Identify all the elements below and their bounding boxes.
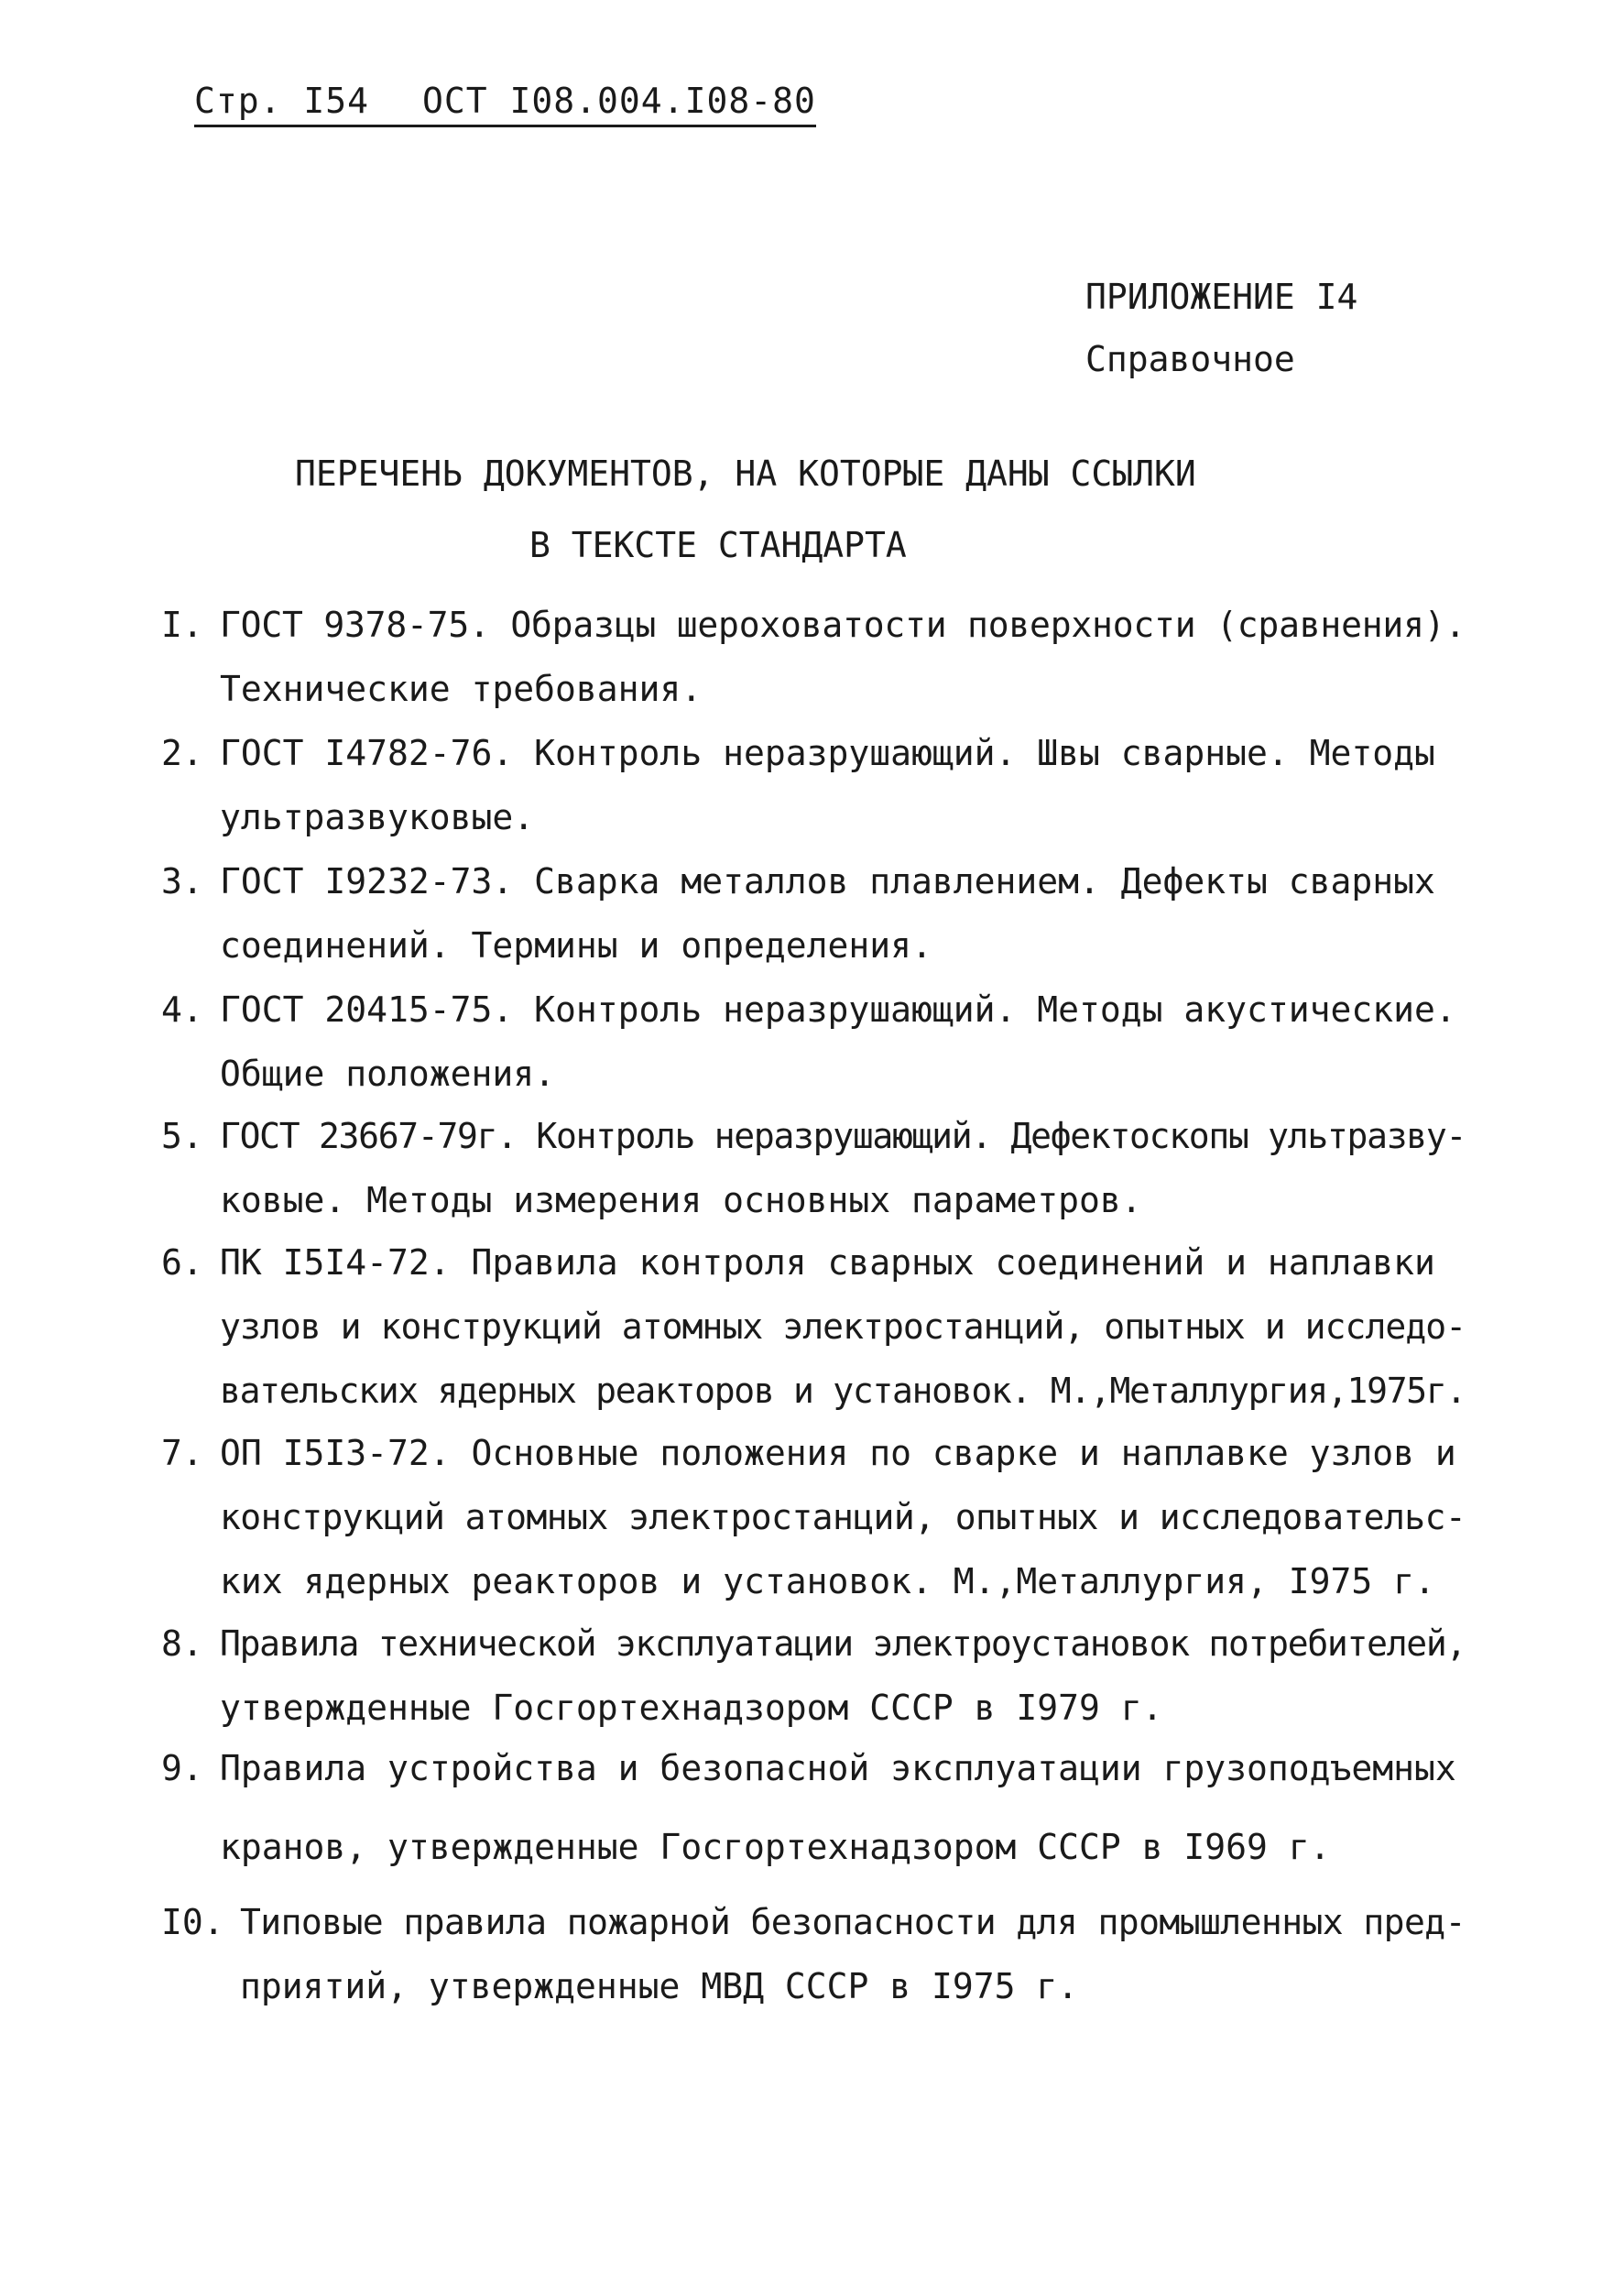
list-item-number: 2. — [161, 733, 203, 773]
list-item-text-line: утвержденные Госгортехнадзором СССР в I979 г. — [220, 1688, 1163, 1728]
list-item-text-line: вательских ядерных реакторов и установок. М.,Металлургия,1975г. — [220, 1371, 1466, 1411]
title-line-1: ПЕРЕЧЕНЬ ДОКУМЕНТОВ, НА КОТОРЫЕ ДАНЫ ССЫЛКИ — [295, 454, 1196, 494]
list-item-text-line: Типовые правила пожарной безопасности для промышленных пред- — [240, 1902, 1466, 1942]
list-item-text-line: ких ядерных реакторов и установок. М.,Металлургия, I975 г. — [220, 1561, 1435, 1601]
list-item-number: I0. — [161, 1902, 224, 1942]
list-item-number: 7. — [161, 1433, 203, 1473]
list-item-text-line: ГОСТ I4782-76. Контроль неразрушающий. Швы сварные. Методы — [220, 733, 1435, 773]
list-item-number: 8. — [161, 1623, 203, 1664]
list-item-number: 6. — [161, 1242, 203, 1283]
list-item-text-line: конструкций атомных электростанций, опытных и исследовательс- — [220, 1497, 1466, 1537]
standard-designation: ОСТ I08.004.I08-80 — [422, 81, 816, 121]
list-item-text-line: ОП I5I3-72. Основные положения по сварке и наплавке узлов и — [220, 1433, 1456, 1473]
list-item-number: 9. — [161, 1748, 203, 1788]
title-line-2: В ТЕКСТЕ СТАНДАРТА — [529, 525, 907, 565]
list-item-text-line: ГОСТ I9232-73. Сварка металлов плавлением. Дефекты сварных — [220, 861, 1435, 902]
list-item-number: 3. — [161, 861, 203, 902]
list-item-text-line: кранов, утвержденные Госгортехнадзором СССР в I969 г. — [220, 1827, 1331, 1867]
list-item-text-line: ПК I5I4-72. Правила контроля сварных соединений и наплавки — [220, 1242, 1435, 1283]
page-header — [194, 81, 816, 127]
list-item-text-line: ультразвуковые. — [220, 797, 535, 837]
list-item-number: I. — [161, 605, 203, 645]
page-number-label: Стр. I54 — [194, 81, 370, 121]
list-item-text-line: Общие положения. — [220, 1054, 556, 1094]
list-item-text-line: ГОСТ 23667-79г. Контроль неразрушающий. Дефектоскопы ультразву- — [220, 1116, 1466, 1156]
list-item-text-line: узлов и конструкций атомных электростанций, опытных и исследо- — [220, 1306, 1466, 1347]
list-item-text-line: ковые. Методы измерения основных параметров. — [220, 1180, 1142, 1220]
list-item-text-line: Правила устройства и безопасной эксплуатации грузоподъемных — [220, 1748, 1456, 1788]
appendix-label: ПРИЛОЖЕНИЕ I4 — [1085, 277, 1358, 317]
list-item-text-line: ГОСТ 9378-75. Образцы шероховатости поверхности (сравнения). — [220, 605, 1466, 645]
list-item-text-line: соединений. Термины и определения. — [220, 925, 932, 966]
appendix-kind: Справочное — [1085, 339, 1295, 379]
list-item-text-line: Технические требования. — [220, 669, 703, 709]
appendix-block — [1085, 266, 1357, 390]
list-item-text-line: Правила технической эксплуатации электроустановок потребителей, — [220, 1623, 1466, 1664]
list-item-number: 5. — [161, 1116, 203, 1156]
list-item-text-line: ГОСТ 20415-75. Контроль неразрушающий. Методы акустические. — [220, 989, 1456, 1030]
list-item-text-line: приятий, утвержденные МВД СССР в I975 г. — [240, 1966, 1079, 2006]
list-item-number: 4. — [161, 989, 203, 1030]
